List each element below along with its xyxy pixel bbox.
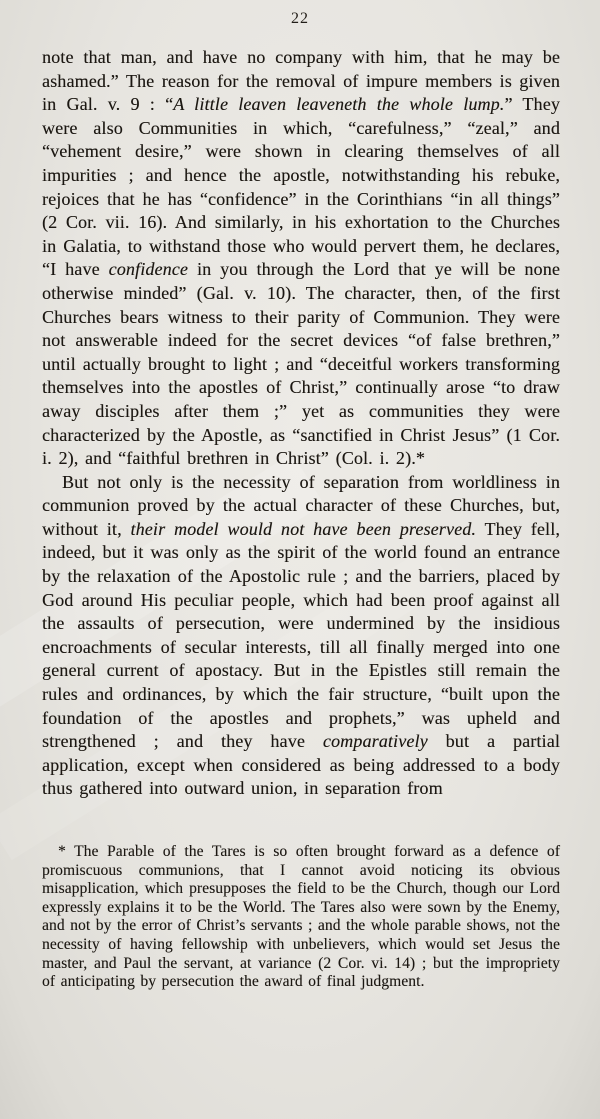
paragraph: note that man, and have no company with him, that he may be ashamed.” The reason for the removal of impure members is given in Gal. v. 9 : “A little leaven leaveneth the whole lump.” They were also Communities in which, “carefulness,” “zeal,” and “vehement desire,” were shown in clearing themselves of all impurities ; and hence the apostle, notwithstanding his rebuke, rejoices that he has “confidence” in the Corinthians “in all things” (2 Cor. vii. 16). And similarly, in his exhortation to the Churches in Galatia, to withstand those who would pervert them, he declares, “I have confidence in you through the Lord that ye will be none otherwise minded” (Gal. v. 10). The character, then, of the first Churches bears witness to their parity of Communion. They were not answerable indeed for the secret devices “of false brethren,” until actually brought to light ; and “deceitful workers transforming themselves into the apostles of Christ,” continually arose “to draw away disciples after them ;” yet as communities they were characterized by the Apostle, as “sanctified in Christ Jesus” (1 Cor. i. 2), and “faithful brethren in Christ” (Col. i. 2).* xyxy=(42,47,561,469)
text-block xyxy=(42,46,560,992)
footnote: * The Parable of the Tares is so often brought forward as a defence of promiscuous communions, that I cannot avoid noticing its obvious misapplication, which presupposes the field to be the Church, though our Lord expressly explains it to be the World. The Tares also were sown by the Enemy, and not by the error of Christ’s servants ; and the whole parable shows, not the necessity of having fellowship with unbelievers, which would set Jesus the master, and Paul the servant, at variance (2 Cor. vi. 14) ; but the impropriety of anticipating by persecution the award of final judgment. xyxy=(42,843,560,991)
paragraph: But not only is the necessity of separation from worldliness in communion proved by the actual character of these Churches, but, without it, their model would not have been preserved. They fell, indeed, but it was only as the spirit of the world found an entrance by the relaxation of the Apostolic rule ; and the barriers, placed by God around His peculiar people, which had been proof against all the assaults of persecution, were undermined by the insidious encroachments of secular interests, till all finally merged into one general current of apostacy. But in the Epistles still remain the rules and ordinances, by which the fair structure, “built upon the foundation of the apostles and prophets,” was upheld and strengthened ; and they have comparatively but a partial application, except when considered as being addressed to a body thus gathered into outward union, in separation from xyxy=(42,471,561,799)
page-number: 22 xyxy=(291,10,309,27)
